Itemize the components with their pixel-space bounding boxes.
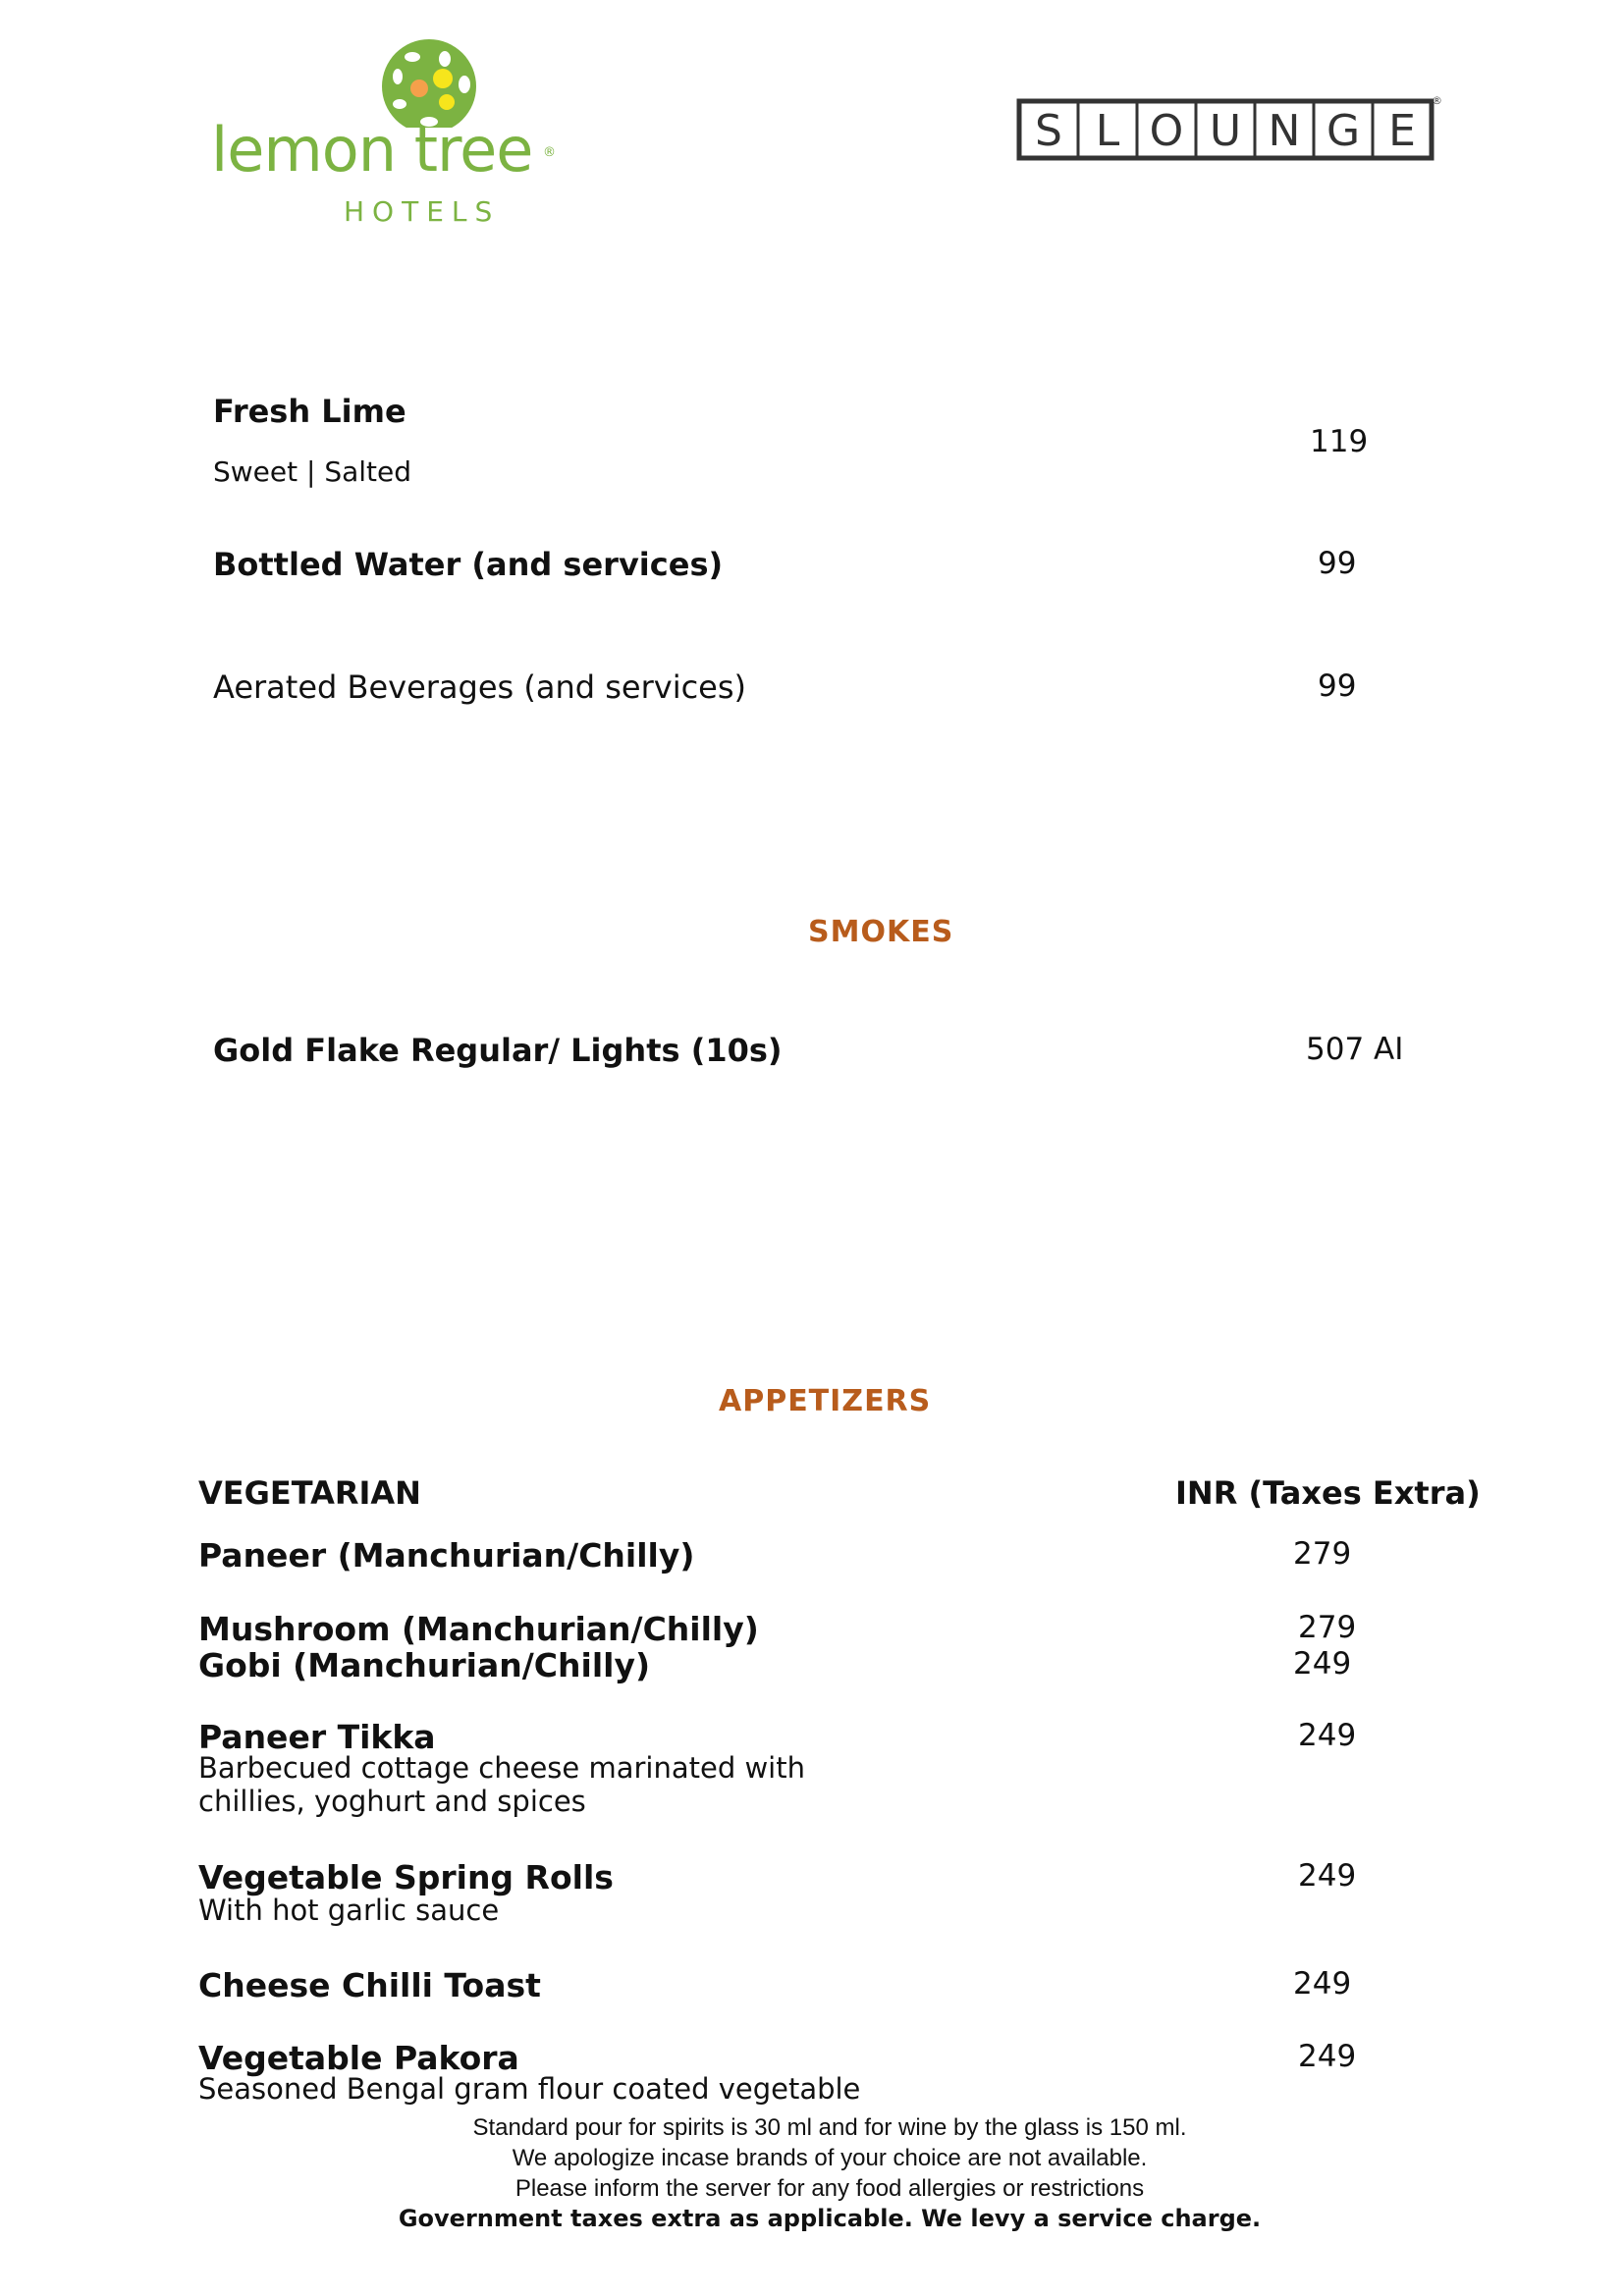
hotels-wordmark: HOTELS [344, 195, 501, 228]
footer-notes [0, 2112, 1624, 2234]
slounge-letter: G [1326, 106, 1361, 156]
registered-mark: ® [543, 145, 556, 160]
item-name-fresh-lime: Fresh Lime [213, 393, 406, 430]
menu-item-name: Vegetable Spring Rolls [198, 1858, 614, 1896]
menu-item-price: 249 [1298, 2039, 1357, 2074]
menu-item-name: Paneer Tikka [198, 1718, 436, 1756]
menu-item-price: 249 [1298, 1858, 1357, 1894]
price-gold-flake: 507 AI [1306, 1032, 1404, 1067]
slounge-registered-mark: ® [1432, 94, 1442, 107]
footer-line-apology: We apologize incase brands of your choice are not available. [512, 2145, 1148, 2171]
item-name-gold-flake: Gold Flake Regular/ Lights (10s) [213, 1032, 783, 1069]
menu-item-price: 249 [1298, 1718, 1357, 1753]
section-title-smokes: SMOKES [808, 915, 954, 949]
menu-item-price: 279 [1298, 1610, 1357, 1645]
slounge-logo [1016, 98, 1438, 162]
menu-item-price: 279 [1293, 1536, 1352, 1572]
price-bottled-water: 99 [1318, 546, 1357, 581]
menu-item-name: Mushroom (Manchurian/Chilly) [198, 1610, 759, 1648]
menu-item-desc: With hot garlic sauce [198, 1894, 500, 1927]
menu-item-name: Vegetable Pakora [198, 2039, 519, 2077]
footer-line-taxes: Government taxes extra as applicable. We levy a service charge. [398, 2205, 1262, 2232]
currency-note: INR (Taxes Extra) [1175, 1474, 1481, 1512]
menu-item-price: 249 [1293, 1966, 1352, 2002]
menu-item-name: Gobi (Manchurian/Chilly) [198, 1646, 651, 1684]
footer-line-allergies: Please inform the server for any food allergies or restrictions [514, 2175, 1145, 2202]
section-title-appetizers: APPETIZERS [719, 1384, 932, 1418]
slounge-letter: N [1268, 106, 1301, 156]
price-aerated-beverages: 99 [1318, 668, 1357, 704]
item-desc-fresh-lime: Sweet | Salted [213, 455, 412, 488]
lemon-tree-logo [211, 39, 565, 236]
item-name-aerated-beverages: Aerated Beverages (and services) [213, 668, 747, 706]
menu-item-desc: Seasoned Bengal gram flour coated vegetable [198, 2072, 861, 2106]
footer-line-pour: Standard pour for spirits is 30 ml and for wine by the glass is 150 ml. [472, 2114, 1187, 2141]
slounge-letter: U [1209, 106, 1242, 156]
slounge-letter: S [1035, 106, 1062, 156]
slounge-letter: O [1149, 106, 1184, 156]
slounge-letter: E [1388, 106, 1416, 156]
item-name-bottled-water: Bottled Water (and services) [213, 546, 724, 583]
slounge-wordmark [1016, 98, 1438, 162]
menu-item-name: Paneer (Manchurian/Chilly) [198, 1536, 695, 1575]
menu-item-name: Cheese Chilli Toast [198, 1966, 541, 2004]
category-vegetarian: VEGETARIAN [198, 1474, 421, 1512]
lemon-tree-wordmark: lemon tree [211, 114, 533, 186]
menu-item-desc: Barbecued cottage cheese marinated with chillies, yoghurt and spices [198, 1751, 805, 1818]
price-fresh-lime: 119 [1310, 424, 1369, 459]
menu-item-price: 249 [1293, 1646, 1352, 1682]
slounge-letter: L [1095, 106, 1120, 156]
